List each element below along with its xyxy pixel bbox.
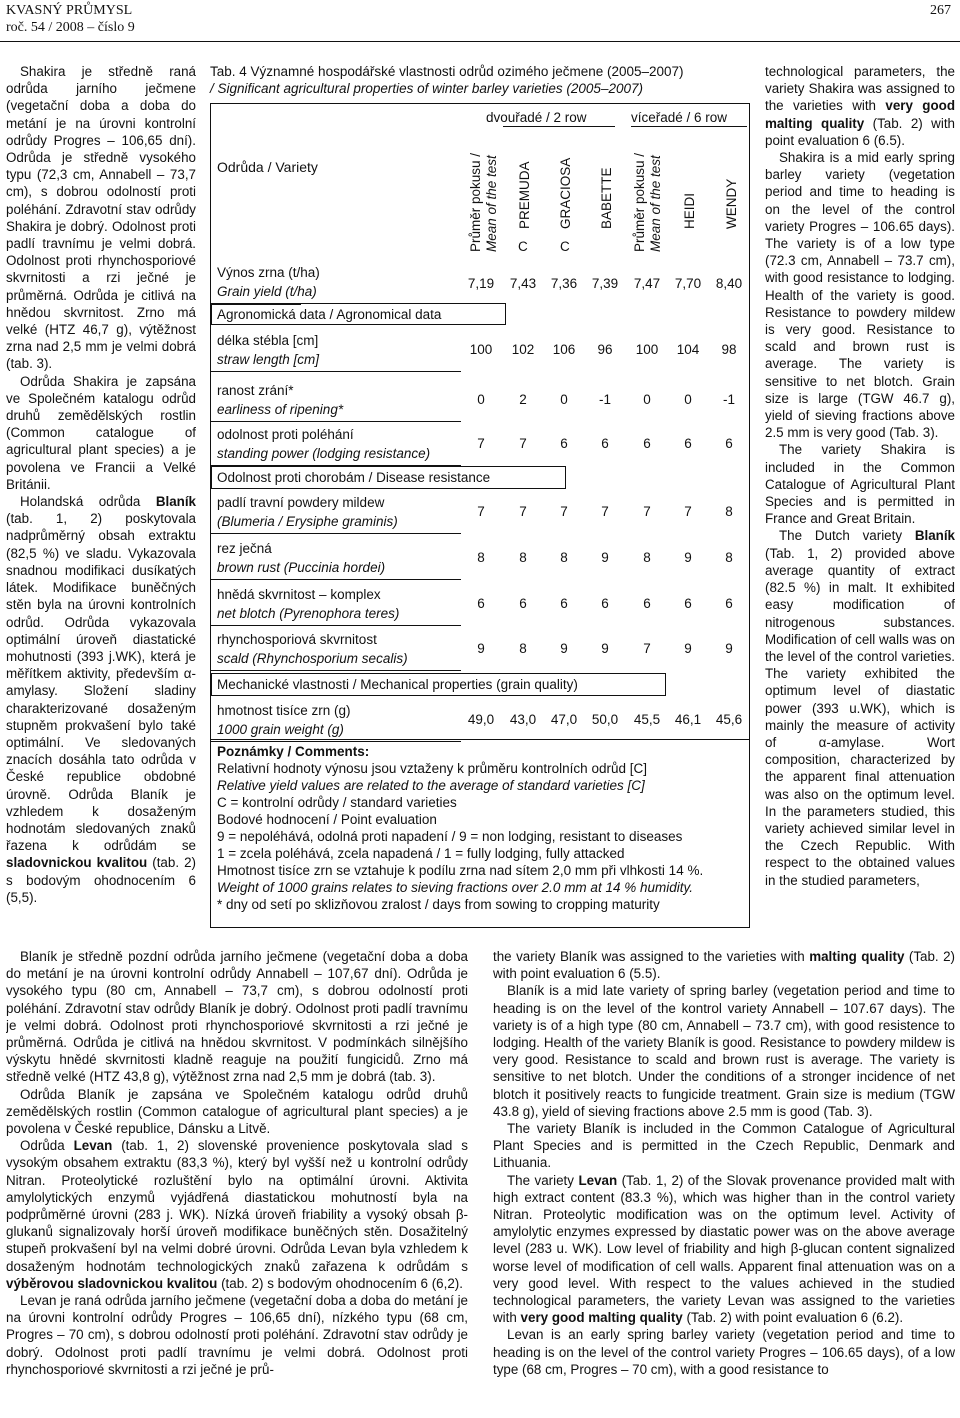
row-rule: [211, 579, 461, 580]
table-cell: 0: [643, 392, 651, 407]
paragraph: Levan is an early spring barley variety (vegetation period and time to heading is on the level of the control variety Progres – 106.65 days), of a low type (68 cm, Progres – 70 cm), with a good resistance to: [493, 1327, 955, 1377]
note: Hmotnost tisíce zrn se vztahuje k podílu zrna nad sítem 2,0 mm při vlhkosti 14 %.: [217, 863, 704, 878]
row-label-cz: rez ječná: [217, 541, 272, 556]
table-cell: 0: [560, 392, 568, 407]
note: Bodové hodnocení / Point evaluation: [217, 812, 437, 827]
bottom-right-column: [493, 948, 955, 1416]
table-cell: 7: [684, 504, 692, 519]
group-two-row: dvouřadé / 2 row: [486, 110, 587, 125]
table-cell: 45,6: [715, 712, 743, 727]
table-cell: 7: [519, 436, 527, 451]
table-cell: 8: [560, 550, 568, 565]
row-rule: [211, 741, 461, 742]
table-cell: 0: [477, 392, 485, 407]
mean-header-6-1: Průměr pokusu /: [632, 152, 647, 252]
table-cell: 6: [684, 596, 692, 611]
group-rule-two: [503, 126, 615, 127]
paragraph: technological parameters, the variety Shakira was assigned to the varieties with very good malting quality (Tab. 2) with point evaluation 6 (6.5).: [765, 64, 955, 148]
group-rule-six: [631, 126, 747, 127]
row-label-cz: délka stébla [cm]: [217, 333, 319, 348]
paragraph: Shakira je středně raná odrůda jarního ječmene (vegetační doba a doba do metání je na úrovni kontrolní odrůdy Progres – 106,65 dní). Odrůda je středně vysokého typu (72,3 cm, Annabell – 73,7 cm), s dobrou odolností proti poléhání. Zdravotní stav odrůdy Shakira je dobrý. Odolnost proti padlí travnímu je velmi dobrá. Odolnost proti rhynchosporiové skvrnitosti a rzi ječné je průměrná. Odrůda je citlivá na hnědou skvrnitost. Zrno má velké (HTZ 46,7 g), výtěžnost zrna nad 2,5 mm je velmi dobrá (tab. 3).: [6, 64, 196, 372]
variety-label: Odrůda / Variety: [217, 159, 318, 175]
variety-premuda: PREMUDA: [517, 161, 532, 229]
table-cell: 7: [643, 504, 651, 519]
note: Weight of 1000 grains relates to sieving fractions over 2.0 mm at 14 % humidity.: [217, 880, 693, 895]
table-cell: 7,47: [633, 276, 661, 291]
table-cell: 102: [511, 342, 535, 357]
paragraph: Odrůda Shakira je zapsána ve Společném katalogu odrůd druhů zemědělských rostlin (Common catalogue of agricultural plant species) a je povolena ve Francii a Velké Británii.: [6, 373, 196, 492]
table-cell: 9: [684, 641, 692, 656]
table-cell: 6: [519, 596, 527, 611]
table-cell: 100: [469, 342, 493, 357]
table-cell: 106: [552, 342, 576, 357]
table-cell: 6: [601, 436, 609, 451]
paragraph: The Dutch variety Blaník (Tab. 1, 2) provided above average quantity of extract (82.5 %) in malt. It exhibited easy modification of nitrogenous substances. Modification of cell walls was on the level of the control varieties. The variety exhibited the optimum level of diastatic power (393 u.WK), which is mainly the measure of activity of α-amylase. Wort composition, characterized by the apparent final attenuation was also on the optimum level. In the parameters studied, this variety achieved similar level in the Czech Republic. With respect to the obtained values in the studied parameters,: [765, 528, 955, 888]
table-cell: 46,1: [674, 712, 702, 727]
row-label-en: (Blumeria / Erysiphe graminis): [217, 514, 398, 529]
paragraph: Blaník je středně pozdní odrůda jarního ječmene (vegetační doba a doba do metání je na úrovni kontrolní odrůdy Annabell – 107,67 dní). Odrůda je vysokého typu (80 cm, Annabell – 73,7 cm), s dobrou odolností proti poléhání. Zdravotní stav odrůdy Blaník je dobrý. Odolnost proti padlí travnímu je velmi dobrá. Odolnost proti rhynchosporiové skvrnitosti a rzi ječné je průměrná. Odrůda je citlivá na hnědou skvrnitost. V podmínkách silnějšího výskytu hnědé skvrnitosti kladně reaguje na použití fungicidů. Zrno má středně velké (HTZ 43,8 g), výtěžnost zrna nad 2,5 mm je dobrá (tab. 3).: [6, 949, 468, 1085]
issue-info: roč. 54 / 2008 – číslo 9: [6, 20, 135, 35]
table-cell: 7: [477, 504, 485, 519]
table-cell: 8: [725, 550, 733, 565]
note: * dny od setí po sklizňovou zralost / days from sowing to cropping maturity: [217, 897, 660, 912]
row-label-cz: ranost zrání*: [217, 383, 294, 398]
table-cell: 6: [684, 436, 692, 451]
row-rule: [211, 625, 461, 626]
paragraph: Holandská odrůda Blaník (tab. 1, 2) poskytovala nadprůměrný obsah extraktu (82,5 %) ve sladu. Vykazovala snadnou modifikaci dusíkatých látek. Modifikace buněčných stěn byla na úrovni kontrolních odrůd. Odrůda vykazovala optimální úroveň diastatické mohutnosti (393 j.WK), která je měřítkem aktivity, především α-amylasy. Složení sladiny charakterizované dosaženým stupněm prokvašení bylo také optimální. Ve sledovaných znacích dosáhla tato odrůda v České republice obdobné úrovně. Odrůda Blaník je vzhledem k dosaženým hodnotám sledovaných znaků řazena k odrůdám se sladovnickou kvalitou (tab. 2) s bodovým ohodnocením 6 (5,5).: [6, 494, 196, 905]
note: 9 = nepoléhává, odolná proti napadení / 9 = non lodging, resistant to diseases: [217, 829, 683, 844]
table-cell: 7,36: [550, 276, 578, 291]
note: Relativní hodnoty výnosu jsou vztaženy k průměru kontrolních odrůd [C]: [217, 761, 647, 776]
table-cell: 100: [635, 342, 659, 357]
table-cell: 47,0: [550, 712, 578, 727]
row-label-en: 1000 grain weight (g): [217, 722, 344, 737]
table-cell: 0: [684, 392, 692, 407]
yield-label-en: Grain yield (t/ha): [217, 284, 317, 299]
table-cell: 6: [643, 596, 651, 611]
table-cell: 6: [725, 596, 733, 611]
table-caption-cz: Tab. 4 Významné hospodářské vlastnosti odrůd ozimého ječmene (2005–2007): [210, 64, 684, 79]
variety-table: [210, 103, 750, 928]
page-number: 267: [930, 3, 951, 18]
paragraph: Levan je raná odrůda jarního ječmene (vegetační doba a doba do metání je na úrovni kontrolní odrůdy Progres – 106,65 dní), nízkého typu (68 cm, Progres – 70 cm), s dobrou odolností proti poléhání. Zdravotní stav odrůdy je dobrý. Odolnost proti padlí travnímu je velmi dobrá. Odolnost proti rhynchosporiové skvrnitosti a rzi ječné je prů-: [6, 1293, 468, 1377]
table-caption-en: / Significant agricultural properties of winter barley varieties (2005–2007): [210, 81, 643, 96]
section-mechanical: Mechanické vlastnosti / Mechanical properties (grain quality): [217, 677, 578, 692]
table-cell: 6: [643, 436, 651, 451]
paragraph: Shakira is a mid early spring barley variety (vegetation period and time to heading is on the level of the control variety Progres – 106.65 days). The variety is of a low type (72.3 cm, Annabell – 73.7 cm), with good resistance to lodging. Health of the variety is good. Resistance to powdery mildew is very good. Resistance to scald and brown rust is average. The variety is sensitive to net blotch. Grain size is large (TGW 46.7 g), yield of sieving fractions above 2.5 mm is very good (Tab. 3).: [765, 150, 955, 441]
paragraph: Odrůda Levan (tab. 1, 2) slovenské provenience poskytovala slad s vysokým obsahem extraktu (83,3 %), který byl vyšší než u kontrolní odrůdy Nitran. Proteolytické rozluštění bylo na optimální úrovni. Aktivita amylolytických enzymů vyjádřená diastatickou mohutností byla na podprůměrné úrovni (283 j. WK). Nízká úroveň friability a vysoký obsah β-glukanů signalizovaly horší úroveň modifikace buněčných stěn. Dosažitelný stupeň prokvašení byl na velmi dobré úrovni. Odrůda Levan byla vzhledem k dosaženým hodnotám technologických znaků zařazena k odrůdám s výběrovou sladovnickou kvalitou (tab. 2) s bodovým ohodnocením 6 (6,2).: [6, 1138, 468, 1291]
table-cell: 9: [601, 550, 609, 565]
mean-header-2: Mean of the test: [484, 155, 499, 252]
note: 1 = zcela poléhává, zcela napadená / 1 = fully lodging, fully attacked: [217, 846, 625, 861]
mean-header-6-2: Mean of the test: [648, 155, 663, 252]
table-cell: 6: [560, 596, 568, 611]
row-label-cz: hnědá skvrnitost – komplex: [217, 587, 381, 602]
row-label-en: standing power (lodging resistance): [217, 446, 431, 461]
table-cell: 2: [519, 392, 527, 407]
row-label-en: brown rust (Puccinia hordei): [217, 560, 386, 575]
table-cell: 7,70: [674, 276, 702, 291]
row-rule: [211, 670, 461, 671]
table-cell: -1: [598, 392, 611, 407]
table-cell: 96: [597, 342, 613, 357]
row-label-cz: padlí travní powdery mildew: [217, 495, 385, 510]
table-cell: 49,0: [467, 712, 495, 727]
paragraph: Blaník is a mid late variety of spring barley (vegetation period and time to heading is on the level of the kontrol variety Annabell – 107.67 days). The variety is of a high type (80 cm, Annabell – 73.7 cm), with good resistence to lodging. Health of the variety Blaník is good. Resistance to powdery mildew is very good. Resistance to scald and brown rust is average. The variety is sensitive to net blotch. Under the conditions of a stronger incidence of net blotch it positively reacts to fungicide treatment. Grain size is medium (TGW 43.8 g), yield of sieving fractions above 2.5 mm is good (Tab. 3).: [493, 983, 955, 1119]
variety-graciosa: GRACIOSA: [558, 157, 573, 229]
mean-header-1: Průměr pokusu /: [468, 152, 483, 252]
row-rule: [211, 421, 461, 422]
table-cell: 7: [643, 641, 651, 656]
table-cell: 8: [725, 504, 733, 519]
table-cell: 7: [601, 504, 609, 519]
yield-label-cz: Výnos zrna (t/ha): [217, 265, 320, 280]
table-cell: 9: [560, 641, 568, 656]
table-cell: 8,40: [715, 276, 743, 291]
table-cell: 8: [519, 641, 527, 656]
row-rule: [211, 533, 461, 534]
row-label-en: straw length [cm]: [217, 352, 320, 367]
table-cell: 7: [519, 504, 527, 519]
section-agronomic: Agronomická data / Agronomical data: [217, 307, 442, 322]
right-column: [765, 63, 955, 951]
table-cell: 45,5: [633, 712, 661, 727]
table-cell: 7: [477, 436, 485, 451]
paragraph: The variety Blaník is included in the Common Catalogue of Agricultural Plant Species and is permitted in the Czech Republic, Denmark and Lithuania.: [493, 1121, 955, 1171]
row-label-en: scald (Rhynchosporium secalis): [217, 651, 408, 666]
journal-title: KVASNÝ PRŮMYSL: [6, 3, 133, 18]
bottom-left-column: [6, 948, 468, 1416]
table-cell: 7,39: [591, 276, 619, 291]
header-rule: [0, 41, 960, 42]
table-cell: 104: [676, 342, 700, 357]
table-cell: 6: [601, 596, 609, 611]
table-cell: 50,0: [591, 712, 619, 727]
notes-title: Poznámky / Comments:: [217, 744, 370, 759]
paragraph: The variety Shakira is included in the Common Catalogue of Agricultural Plant Species and is permitted in France and Great Britain.: [765, 442, 955, 527]
variety-babette: BABETTE: [599, 167, 614, 229]
notes-rule: [211, 739, 749, 740]
table-cell: 7: [560, 504, 568, 519]
group-six-row: víceřadé / 6 row: [631, 110, 728, 125]
note: C = kontrolní odrůdy / standard varieties: [217, 795, 457, 810]
row-label-en: earliness of ripening*: [217, 402, 344, 417]
table-cell: 9: [601, 641, 609, 656]
table-cell: -1: [722, 392, 735, 407]
table-cell: 9: [684, 550, 692, 565]
table-cell: 43,0: [509, 712, 537, 727]
table-cell: 8: [519, 550, 527, 565]
table-cell: 6: [477, 596, 485, 611]
paragraph: the variety Blaník was assigned to the varieties with malting quality (Tab. 2) with point evaluation 6 (5.5).: [493, 949, 955, 982]
row-label-cz: odolnost proti poléhání: [217, 427, 354, 442]
table-cell: 98: [721, 342, 737, 357]
variety-heidi: HEIDI: [682, 192, 697, 229]
row-rule: [211, 371, 461, 372]
control-mark: C: [518, 239, 528, 254]
table-cell: 8: [477, 550, 485, 565]
row-label-cz: rhynchosporiová skvrnitost: [217, 632, 377, 647]
paragraph: Odrůda Blaník je zapsána ve Společném katalogu odrůd druhů zemědělských rostlin (Common catalogue of agricultural plant species) a je povolena v České republice, Dánsku a Litvě.: [6, 1086, 468, 1137]
table-cell: 6: [560, 436, 568, 451]
table-cell: 6: [725, 436, 733, 451]
table-cell: 7,19: [467, 276, 495, 291]
table-cell: 7,43: [509, 276, 537, 291]
table-cell: 9: [477, 641, 485, 656]
row-label-en: net blotch (Pyrenophora teres): [217, 606, 400, 621]
table-cell: 9: [725, 641, 733, 656]
control-mark: C: [560, 239, 570, 254]
paragraph: The variety Levan (Tab. 1, 2) of the Slovak provenance provided malt with high extract content (83.3 %), which was higher than in the control variety Nitran. Proteolytic modification was on the optimum level. Activity of amylolytic enzymes expressed by diastatic power was on the above average level (283 u. WK). Low level of friability and high β-glucan content signalized worse level of modification of cell walls. Apparent final attenuation was on a very good level. With respect to the values achieved in the studied technological parameters, the variety Levan was assigned to the varieties with very good malting quality (Tab. 2) with point evaluation 6 (6.2).: [493, 1172, 955, 1326]
note: Relative yield values are related to the average of standard varieties [C]: [217, 778, 645, 793]
table-cell: 8: [643, 550, 651, 565]
variety-wendy: WENDY: [724, 178, 739, 229]
section-disease: Odolnost proti chorobám / Disease resistance: [217, 470, 491, 485]
left-column: [6, 63, 196, 953]
row-label-cz: hmotnost tisíce zrn (g): [217, 703, 351, 718]
